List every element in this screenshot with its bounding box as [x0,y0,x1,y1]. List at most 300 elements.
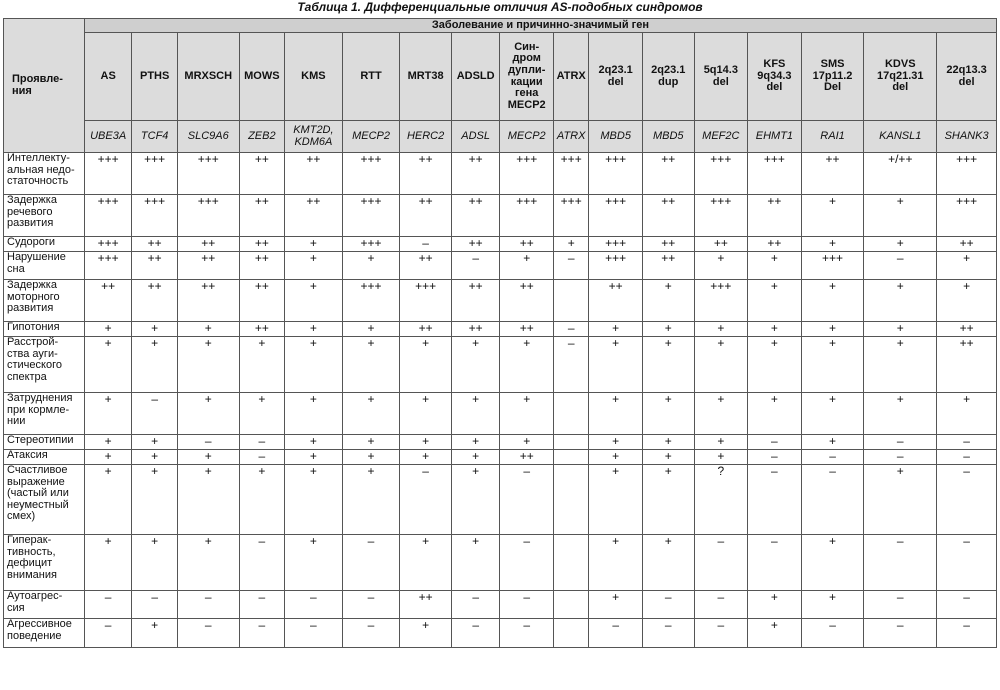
severity-cell: – [342,535,400,591]
severity-cell: ++ [801,153,864,195]
severity-cell: – [801,465,864,535]
severity-cell: – [748,435,802,450]
severity-cell: ++ [285,195,343,237]
severity-cell: + [937,393,997,435]
severity-cell: ++ [285,153,343,195]
severity-cell [554,535,589,591]
severity-cell: – [864,535,937,591]
severity-cell: +++ [500,195,554,237]
severity-cell: + [132,435,178,450]
severity-cell: + [177,450,239,465]
table-title: Таблица 1. Дифференциальные отличия AS-подобных синдромов [297,0,703,14]
table-row [4,280,997,322]
syndrome-header: MRXSCH [177,33,239,121]
severity-cell: ++ [642,153,694,195]
severity-cell: +++ [132,153,178,195]
severity-cell: – [500,535,554,591]
severity-cell: + [342,435,400,450]
gene-cell: ATRX [554,121,589,153]
manifestation-label: Расстрой- ства ауги- стического спектра [4,337,85,393]
table-row [4,535,997,591]
severity-cell: – [748,535,802,591]
severity-cell: – [554,337,589,393]
severity-cell: ++ [177,237,239,252]
severity-cell: – [177,591,239,619]
severity-cell: + [84,435,132,450]
severity-cell: ++ [177,280,239,322]
severity-cell: + [748,252,802,280]
manifestation-label: Агрессивное поведение [4,619,85,648]
severity-cell: ++ [748,237,802,252]
severity-cell: + [748,591,802,619]
table-row [4,450,997,465]
severity-cell: + [937,280,997,322]
syndrome-header: KMS [285,33,343,121]
severity-cell: +++ [937,195,997,237]
severity-cell: + [694,450,748,465]
syndrome-header: Син- дром дупли- кации гена MECP2 [500,33,554,121]
severity-cell: + [285,435,343,450]
severity-cell: + [642,280,694,322]
severity-cell: +++ [801,252,864,280]
severity-cell: – [451,591,500,619]
severity-cell: + [694,252,748,280]
severity-cell: + [801,337,864,393]
severity-cell: + [342,322,400,337]
severity-cell: +++ [937,153,997,195]
severity-cell: +++ [84,195,132,237]
severity-cell: + [801,435,864,450]
severity-cell: + [937,252,997,280]
severity-cell: ++ [400,153,452,195]
gene-cell: MECP2 [500,121,554,153]
severity-cell: – [400,237,452,252]
manifestations-header: Проявле- ния [4,19,85,153]
severity-cell: +++ [589,195,643,237]
severity-cell: + [694,322,748,337]
gene-cell: MBD5 [589,121,643,153]
severity-cell: – [937,591,997,619]
severity-cell: + [589,465,643,535]
severity-cell: – [285,619,343,648]
table-row [4,465,997,535]
severity-cell: – [554,252,589,280]
severity-cell: ++ [451,153,500,195]
severity-cell: ++ [500,450,554,465]
severity-cell: + [864,337,937,393]
severity-cell: ++ [177,252,239,280]
severity-cell: – [937,619,997,648]
severity-cell: ++ [642,237,694,252]
severity-cell: ++ [500,322,554,337]
severity-cell: + [239,337,285,393]
syndrome-header: ATRX [554,33,589,121]
severity-cell: – [864,252,937,280]
severity-cell: + [451,450,500,465]
gene-cell: MBD5 [642,121,694,153]
gene-cell: SLC9A6 [177,121,239,153]
severity-cell: ++ [132,252,178,280]
severity-cell [554,435,589,450]
severity-cell: ++ [748,195,802,237]
severity-cell: + [694,435,748,450]
severity-cell: + [285,535,343,591]
severity-cell: + [642,322,694,337]
severity-cell: + [239,465,285,535]
severity-cell: +++ [84,153,132,195]
severity-cell: +++ [342,280,400,322]
severity-cell: + [801,195,864,237]
table-row [4,337,997,393]
severity-cell: – [239,591,285,619]
severity-cell: + [84,535,132,591]
severity-cell: ++ [642,252,694,280]
severity-cell: + [589,450,643,465]
severity-cell: + [801,322,864,337]
severity-cell: +++ [342,195,400,237]
syndrome-header: ADSLD [451,33,500,121]
severity-cell: + [500,252,554,280]
severity-cell: + [801,237,864,252]
gene-cell: KMT2D, KDM6A [285,121,343,153]
severity-cell: – [84,619,132,648]
severity-cell: +++ [554,195,589,237]
severity-cell: +++ [694,280,748,322]
severity-cell: ++ [937,322,997,337]
severity-cell: + [589,535,643,591]
severity-cell: + [642,337,694,393]
severity-cell: – [937,435,997,450]
severity-cell: ++ [400,195,452,237]
severity-cell: + [342,465,400,535]
severity-cell: + [84,450,132,465]
severity-cell: +/++ [864,153,937,195]
gene-cell: MEF2C [694,121,748,153]
severity-cell: ++ [400,591,452,619]
gene-cell: UBE3A [84,121,132,153]
severity-cell: ++ [589,280,643,322]
severity-cell: – [642,591,694,619]
syndrome-comparison-table [3,18,997,648]
syndrome-header: SMS 17p11.2 Del [801,33,864,121]
severity-cell: + [642,435,694,450]
severity-cell: + [864,465,937,535]
severity-cell: ++ [451,322,500,337]
syndrome-header: KDVS 17q21.31 del [864,33,937,121]
syndrome-header: AS [84,33,132,121]
severity-cell: ++ [239,252,285,280]
table-row [4,237,997,252]
gene-cell: HERC2 [400,121,452,153]
table-row [4,619,997,648]
severity-cell: + [400,450,452,465]
severity-cell: + [177,465,239,535]
severity-cell: + [132,322,178,337]
table-row [4,591,997,619]
severity-cell: – [500,465,554,535]
severity-cell: – [239,535,285,591]
severity-cell: – [642,619,694,648]
severity-cell: +++ [589,153,643,195]
manifestation-label: Атаксия [4,450,85,465]
severity-cell: + [589,591,643,619]
severity-cell: +++ [589,237,643,252]
severity-cell: ++ [239,195,285,237]
severity-cell: + [400,535,452,591]
severity-cell: +++ [84,237,132,252]
severity-cell: + [132,465,178,535]
severity-cell: + [400,435,452,450]
severity-cell: + [285,393,343,435]
severity-cell: + [500,393,554,435]
syndrome-header: KFS 9q34.3 del [748,33,802,121]
severity-cell: + [451,435,500,450]
syndrome-header: MOWS [239,33,285,121]
severity-cell: + [554,237,589,252]
severity-cell: + [285,280,343,322]
severity-cell: – [84,591,132,619]
severity-cell: + [400,619,452,648]
severity-cell: + [342,393,400,435]
severity-cell: – [864,591,937,619]
severity-cell: – [500,591,554,619]
severity-cell: + [84,337,132,393]
severity-cell: + [589,322,643,337]
gene-cell: ADSL [451,121,500,153]
severity-cell: ++ [400,322,452,337]
severity-cell: – [801,450,864,465]
gene-cell: TCF4 [132,121,178,153]
severity-cell: ++ [937,337,997,393]
severity-cell: +++ [694,153,748,195]
severity-cell: ++ [451,237,500,252]
severity-cell: ++ [451,280,500,322]
severity-cell: – [132,591,178,619]
severity-cell: + [864,237,937,252]
severity-cell: + [285,252,343,280]
severity-cell: – [132,393,178,435]
severity-cell: + [132,450,178,465]
severity-cell: ++ [500,237,554,252]
severity-cell: – [342,619,400,648]
severity-cell: – [694,619,748,648]
severity-cell: + [748,322,802,337]
severity-cell: ++ [400,252,452,280]
severity-cell: – [177,435,239,450]
syndrome-header: MRT38 [400,33,452,121]
severity-cell: ++ [937,237,997,252]
severity-cell: – [801,619,864,648]
severity-cell: + [801,393,864,435]
severity-cell: +++ [589,252,643,280]
severity-cell: + [239,393,285,435]
severity-cell: + [748,337,802,393]
manifestation-label: Гиперак- тивность, дефицит внимания [4,535,85,591]
severity-cell: + [132,619,178,648]
severity-cell: + [285,237,343,252]
manifestation-label: Интеллекту- альная недо- статочность [4,153,85,195]
severity-cell: + [451,337,500,393]
severity-cell: + [694,393,748,435]
manifestation-label: Задержка моторного развития [4,280,85,322]
severity-cell: + [694,337,748,393]
severity-cell: – [864,435,937,450]
severity-cell: – [937,450,997,465]
severity-cell: – [864,450,937,465]
severity-cell: + [864,280,937,322]
severity-cell: + [801,535,864,591]
severity-cell [554,591,589,619]
severity-cell [554,450,589,465]
severity-cell: – [589,619,643,648]
severity-cell: +++ [694,195,748,237]
severity-cell [554,465,589,535]
severity-cell: + [84,393,132,435]
severity-cell: – [239,435,285,450]
severity-cell: – [694,591,748,619]
severity-cell: ++ [84,280,132,322]
severity-cell: + [748,280,802,322]
severity-cell: ++ [132,237,178,252]
severity-cell: + [177,337,239,393]
severity-cell: ++ [694,237,748,252]
table-row [4,322,997,337]
severity-cell: +++ [500,153,554,195]
gene-cell: ZEB2 [239,121,285,153]
severity-cell: +++ [84,252,132,280]
severity-cell: – [239,450,285,465]
severity-cell: – [177,619,239,648]
syndrome-header: 22q13.3 del [937,33,997,121]
severity-cell: – [937,465,997,535]
severity-cell: – [748,450,802,465]
severity-cell: + [864,393,937,435]
severity-cell: + [642,465,694,535]
severity-cell: +++ [748,153,802,195]
table-row [4,252,997,280]
severity-cell: + [132,535,178,591]
severity-cell: +++ [342,153,400,195]
severity-cell: +++ [177,153,239,195]
severity-cell: + [342,337,400,393]
severity-cell: + [177,535,239,591]
manifestation-label: Гипотония [4,322,85,337]
table-row [4,393,997,435]
severity-cell: + [400,393,452,435]
severity-cell: + [342,252,400,280]
severity-cell: ++ [500,280,554,322]
severity-cell: – [239,619,285,648]
severity-cell: + [642,393,694,435]
severity-cell: – [342,591,400,619]
severity-cell: – [285,591,343,619]
severity-cell: + [642,535,694,591]
severity-cell: – [500,619,554,648]
severity-cell: + [177,322,239,337]
severity-cell: +++ [400,280,452,322]
severity-cell: +++ [132,195,178,237]
severity-cell: ? [694,465,748,535]
manifestation-label: Счастливое выражение (частый или неуместный смех) [4,465,85,535]
severity-cell: + [500,337,554,393]
syndrome-header: PTHS [132,33,178,121]
manifestation-label: Задержка речевого развития [4,195,85,237]
severity-cell: + [84,322,132,337]
severity-cell: + [285,322,343,337]
syndrome-header: RTT [342,33,400,121]
severity-cell: + [132,337,178,393]
severity-cell: + [748,393,802,435]
severity-cell: – [937,535,997,591]
syndrome-header: 2q23.1 del [589,33,643,121]
severity-cell: +++ [177,195,239,237]
severity-cell: + [177,393,239,435]
severity-cell: +++ [554,153,589,195]
gene-cell: KANSL1 [864,121,937,153]
severity-cell: + [285,337,343,393]
severity-cell: + [589,337,643,393]
severity-cell: ++ [239,280,285,322]
table-row [4,153,997,195]
severity-cell: +++ [342,237,400,252]
severity-cell [554,393,589,435]
severity-cell: + [500,435,554,450]
manifestation-label: Аутоагрес- сия [4,591,85,619]
severity-cell: ++ [239,322,285,337]
severity-cell: ++ [239,237,285,252]
severity-cell: + [451,535,500,591]
manifestation-label: Затруднения при кормле- нии [4,393,85,435]
severity-cell: ++ [451,195,500,237]
gene-cell: RAI1 [801,121,864,153]
severity-cell: ++ [132,280,178,322]
severity-cell [554,280,589,322]
severity-cell: + [589,435,643,450]
severity-cell: + [642,450,694,465]
severity-cell: ++ [239,153,285,195]
gene-cell: SHANK3 [937,121,997,153]
severity-cell: – [451,619,500,648]
syndrome-header: 2q23.1 dup [642,33,694,121]
severity-cell: – [694,535,748,591]
severity-cell [554,619,589,648]
severity-cell: – [451,252,500,280]
manifestation-label: Стереотипии [4,435,85,450]
severity-cell: + [400,337,452,393]
gene-cell: MECP2 [342,121,400,153]
table-row [4,435,997,450]
severity-cell: + [451,393,500,435]
severity-cell: + [864,195,937,237]
gene-cell: EHMT1 [748,121,802,153]
severity-cell: + [589,393,643,435]
severity-cell: + [801,591,864,619]
severity-cell: + [84,465,132,535]
severity-cell: ++ [642,195,694,237]
severity-cell: + [285,465,343,535]
severity-cell: + [748,619,802,648]
severity-cell: – [864,619,937,648]
severity-cell: – [748,465,802,535]
severity-cell: + [285,450,343,465]
table-row [4,195,997,237]
severity-cell: – [554,322,589,337]
manifestation-label: Судороги [4,237,85,252]
severity-cell: + [342,450,400,465]
group-header: Заболевание и причинно-значимый ген [84,19,996,33]
severity-cell: + [451,465,500,535]
severity-cell: + [864,322,937,337]
